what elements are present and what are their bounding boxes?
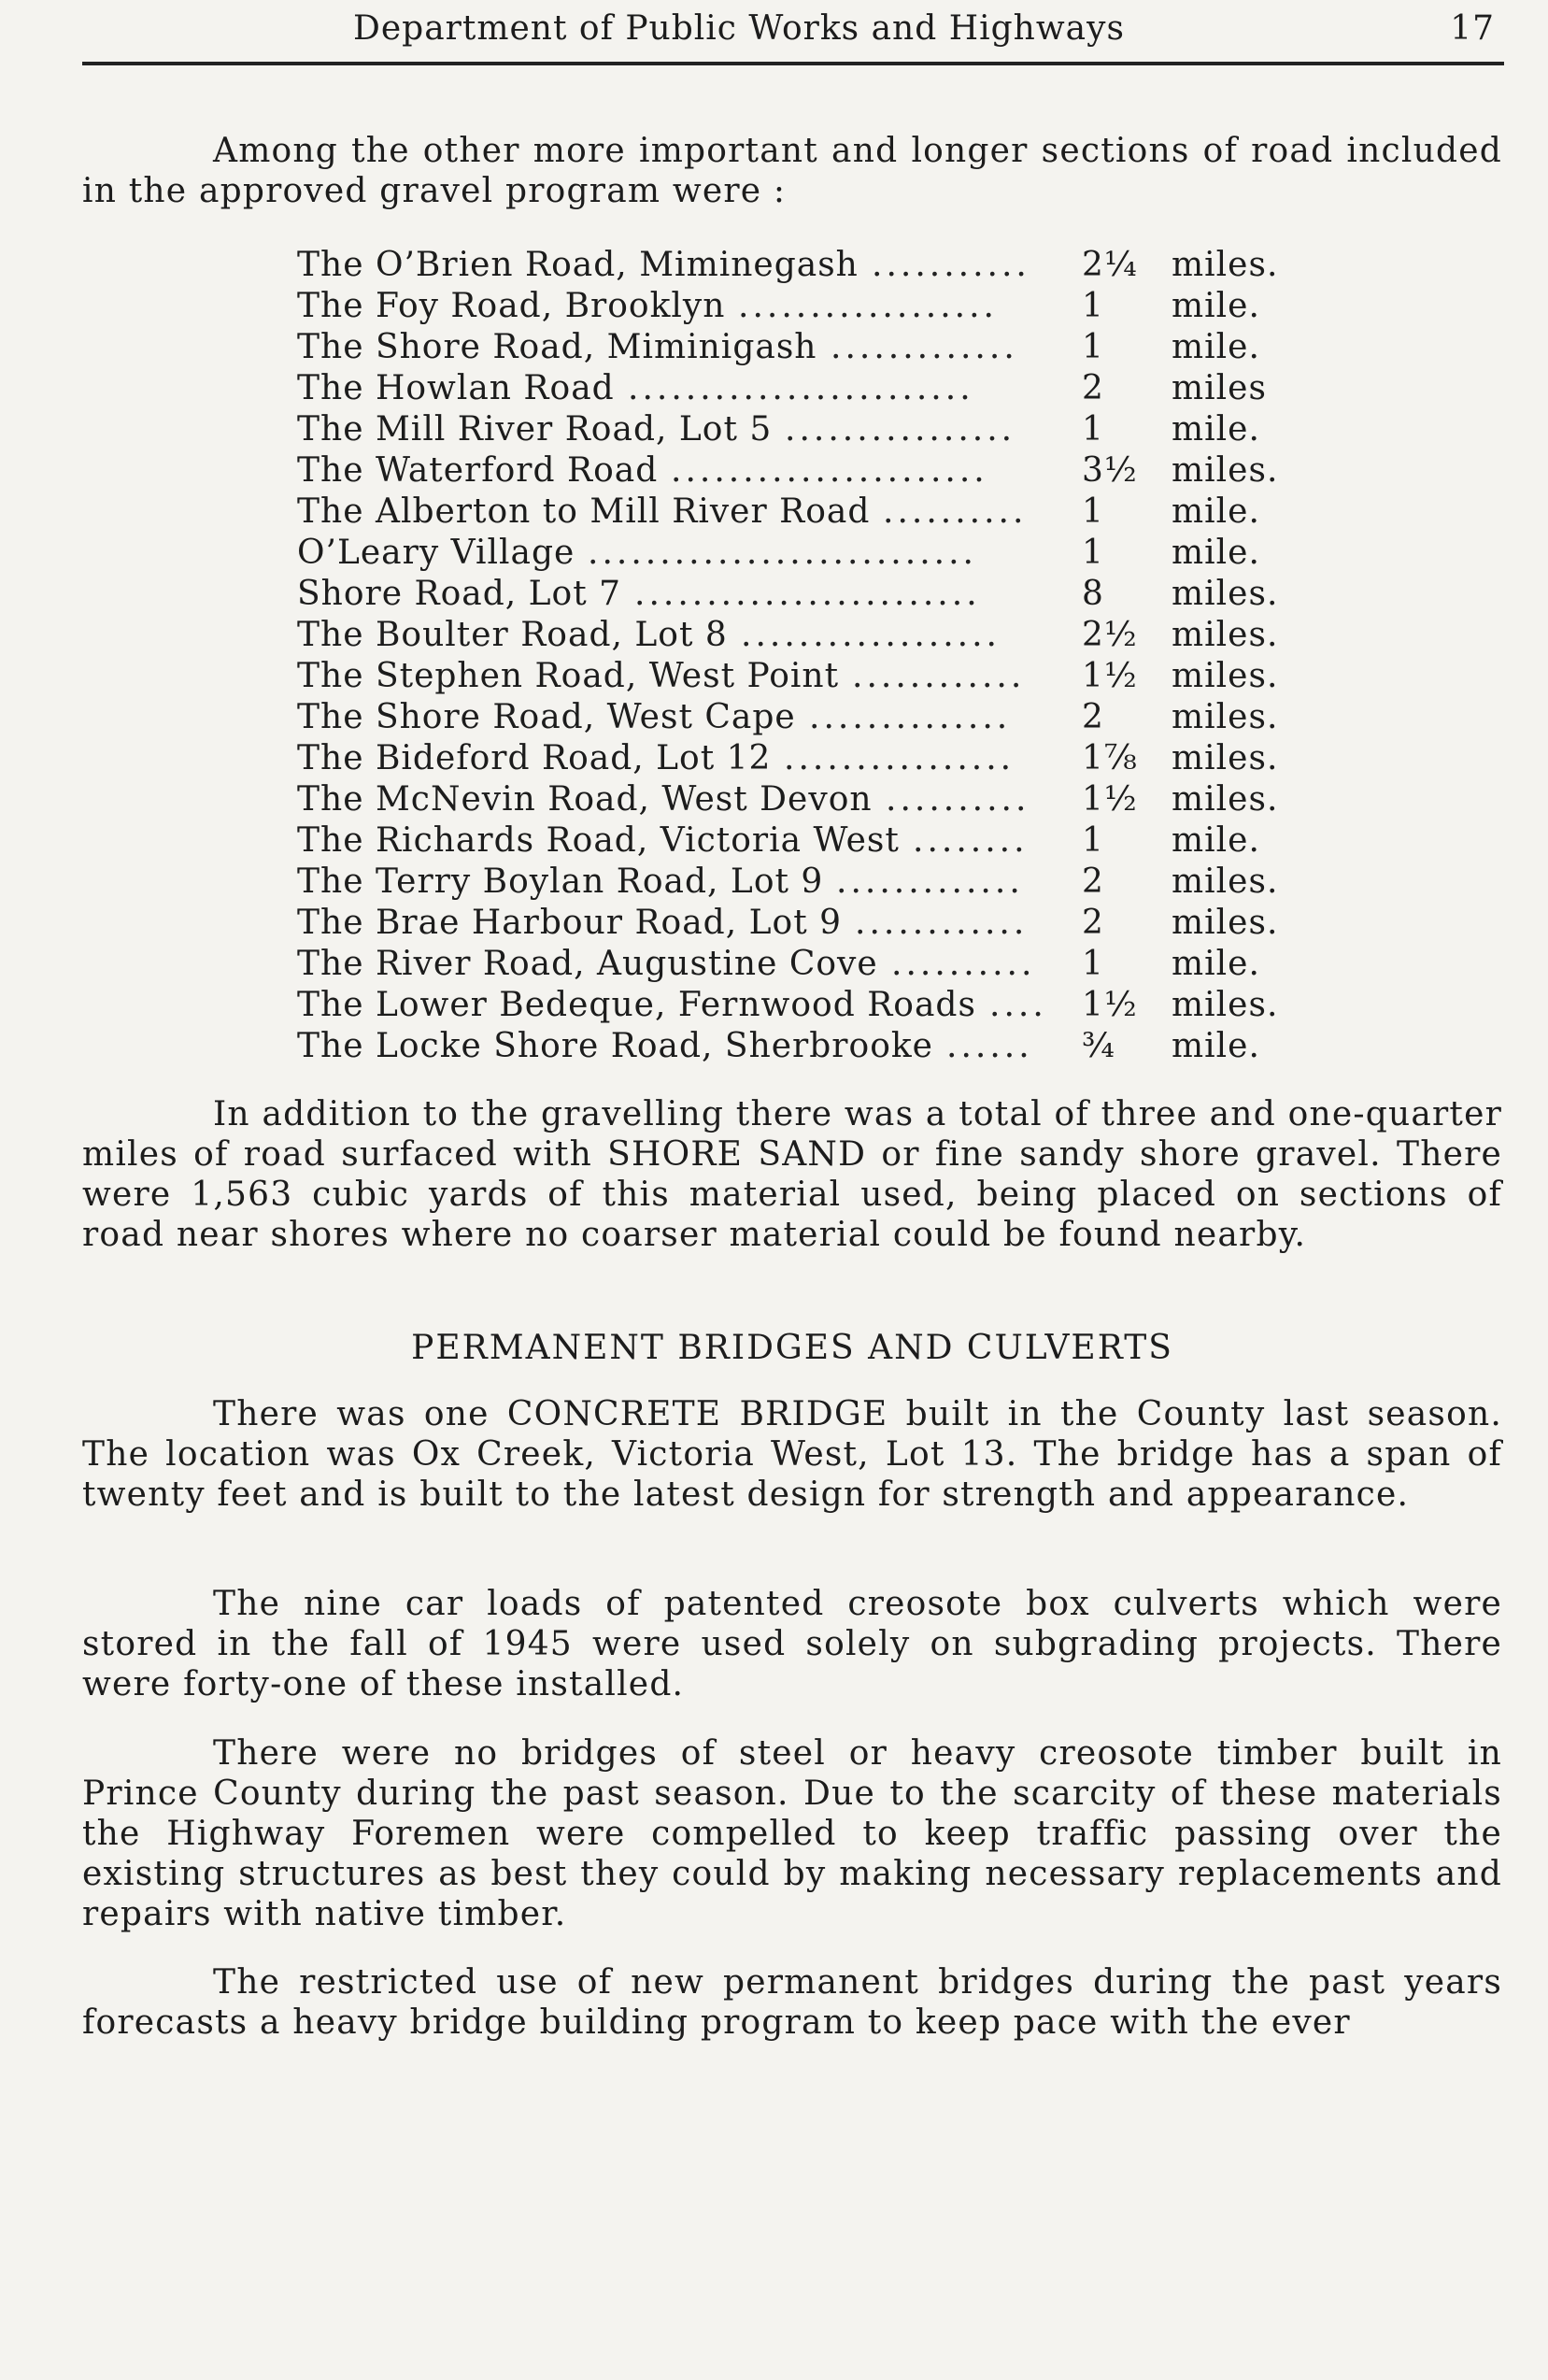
road-name: The Waterford Road [297, 451, 659, 490]
road-name: The River Road, Augustine Cove [297, 945, 878, 983]
concrete-bridge-text: There was one CONCRETE BRIDGE built in the County last season. The location was Ox Creek, Victoria West, Lot 13. The bridge has a span of twenty feet and is built to the latest design for strength and appearance. [82, 1395, 1502, 1514]
road-name: Shore Road, Lot 7 [297, 575, 622, 613]
road-name: The Shore Road, West Cape [297, 698, 796, 736]
road-length: 8 [1082, 575, 1104, 613]
road-length: 1 [1082, 492, 1104, 531]
road-length: 2 [1082, 904, 1104, 942]
restricted-use-text: The restricted use of new permanent bridges during the past years forecasts a heavy bridge building program to keep pace with the ever [82, 1963, 1502, 2042]
road-length: 2½ [1082, 616, 1138, 654]
leader-dots: ............ [852, 657, 1026, 695]
road-unit: mile. [1172, 821, 1260, 860]
road-unit: miles. [1172, 904, 1279, 942]
road-length: 2 [1082, 698, 1104, 736]
road-unit: mile. [1172, 1027, 1260, 1065]
road-unit: miles. [1172, 739, 1279, 777]
road-length: 1 [1082, 410, 1104, 449]
leader-dots: ...................... [671, 451, 988, 490]
road-name: The Stephen Road, West Point [297, 657, 840, 695]
road-row [297, 903, 1343, 944]
paragraph-culverts [82, 1584, 1502, 1704]
road-row [297, 574, 1343, 615]
road-length: ¾ [1082, 1027, 1115, 1065]
road-unit: miles. [1172, 780, 1279, 819]
road-row [297, 779, 1343, 820]
road-unit: mile. [1172, 328, 1260, 366]
leader-dots: ........................ [628, 369, 974, 407]
leader-dots: ........... [872, 246, 1030, 284]
road-name: The Mill River Road, Lot 5 [297, 410, 773, 449]
road-length: 1 [1082, 328, 1104, 366]
road-length: 1½ [1082, 780, 1138, 819]
steel-bridges-text: There were no bridges of steel or heavy creosote timber built in Prince County during the past season. Due to the scarcity of these materials the Highway Foremen were compelled to keep traffic passing over the existing structures as best they could by making necessary replacements and repairs with native timber. [82, 1734, 1502, 1933]
road-length: 1⅞ [1082, 739, 1138, 777]
road-name: The Foy Road, Brooklyn [297, 287, 726, 325]
road-row [297, 1026, 1343, 1067]
road-list [297, 245, 1343, 1067]
road-name: The Richards Road, Victoria West [297, 821, 900, 860]
road-name: The Howlan Road [297, 369, 615, 407]
road-row [297, 286, 1343, 327]
road-name: O’Leary Village [297, 534, 575, 572]
road-unit: miles [1172, 369, 1267, 407]
road-row [297, 327, 1343, 368]
road-length: 1 [1082, 287, 1104, 325]
road-length: 3½ [1082, 451, 1138, 490]
leader-dots: ............. [831, 328, 1018, 366]
paragraph-steel-bridges [82, 1733, 1502, 1934]
road-name: The Locke Shore Road, Sherbrooke [297, 1027, 933, 1065]
road-unit: mile. [1172, 410, 1260, 449]
road-name: The Alberton to Mill River Road [297, 492, 871, 531]
leader-dots: ........................ [634, 575, 981, 613]
road-row [297, 985, 1343, 1026]
road-length: 1 [1082, 821, 1104, 860]
header-rule [82, 62, 1504, 65]
road-name: The Terry Boylan Road, Lot 9 [297, 862, 824, 901]
section-heading: PERMANENT BRIDGES AND CULVERTS [411, 1329, 1173, 1367]
road-row [297, 862, 1343, 903]
shore-sand-text: In addition to the gravelling there was a total of three and one-quarter miles of road surfaced with SHORE SAND or fine sandy shore gravel. There were 1,563 cubic yards of this material used, being placed on sections of road near shores where no coarser material could be found nearby. [82, 1095, 1502, 1254]
road-row [297, 409, 1343, 450]
road-name: The Lower Bedeque, Fernwood Roads [297, 986, 976, 1024]
road-row [297, 656, 1343, 697]
road-unit: miles. [1172, 575, 1279, 613]
road-unit: miles. [1172, 451, 1279, 490]
leader-dots: .................. [741, 616, 1001, 654]
road-name: The Shore Road, Miminigash [297, 328, 817, 366]
page-number: 17 [1450, 9, 1495, 48]
leader-dots: ........................... [588, 534, 977, 572]
leader-dots: .......... [891, 945, 1036, 983]
leader-dots: ............ [855, 904, 1029, 942]
paragraph-shore-sand [82, 1094, 1502, 1255]
intro-text: Among the other more important and longer sections of road included in the approved gravel program were : [82, 132, 1502, 210]
header-title: Department of Public Works and Highways [353, 9, 1125, 48]
road-length: 1½ [1082, 986, 1138, 1024]
leader-dots: .... [989, 986, 1047, 1024]
paragraph-concrete-bridge [82, 1394, 1502, 1515]
road-name: The O’Brien Road, Miminegash [297, 246, 859, 284]
leader-dots: .......... [886, 780, 1030, 819]
road-row [297, 533, 1343, 574]
road-unit: mile. [1172, 534, 1260, 572]
leader-dots: .......... [883, 492, 1028, 531]
road-name: The Boulter Road, Lot 8 [297, 616, 728, 654]
road-unit: mile. [1172, 945, 1260, 983]
road-row [297, 944, 1343, 985]
paragraph-restricted-use [82, 1962, 1502, 2043]
road-unit: miles. [1172, 862, 1279, 901]
road-row [297, 245, 1343, 286]
road-unit: miles. [1172, 657, 1279, 695]
road-row [297, 615, 1343, 656]
road-name: The McNevin Road, West Devon [297, 780, 873, 819]
intro-paragraph [82, 131, 1502, 211]
leader-dots: .................. [738, 287, 998, 325]
leader-dots: .............. [809, 698, 1012, 736]
road-name: The Bideford Road, Lot 12 [297, 739, 772, 777]
road-length: 1 [1082, 945, 1104, 983]
road-row [297, 738, 1343, 779]
road-row [297, 697, 1343, 738]
road-length: 1 [1082, 534, 1104, 572]
road-row [297, 368, 1343, 409]
road-unit: miles. [1172, 698, 1279, 736]
leader-dots: ................ [785, 410, 1016, 449]
road-length: 1½ [1082, 657, 1138, 695]
culverts-text: The nine car loads of patented creosote box culverts which were stored in the fall of 1945 were used solely on subgrading projects. There were forty-one of these installed. [82, 1585, 1502, 1703]
running-header [82, 9, 1502, 62]
road-length: 2¼ [1082, 246, 1138, 284]
leader-dots: ................ [784, 739, 1015, 777]
road-unit: miles. [1172, 246, 1279, 284]
leader-dots: ........ [913, 821, 1029, 860]
road-length: 2 [1082, 862, 1104, 901]
road-unit: mile. [1172, 287, 1260, 325]
road-unit: miles. [1172, 616, 1279, 654]
road-row [297, 450, 1343, 492]
road-row [297, 820, 1343, 862]
road-name: The Brae Harbour Road, Lot 9 [297, 904, 843, 942]
leader-dots: ............. [836, 862, 1024, 901]
leader-dots: ...... [946, 1027, 1033, 1065]
road-row [297, 492, 1343, 533]
road-length: 2 [1082, 369, 1104, 407]
road-unit: mile. [1172, 492, 1260, 531]
road-unit: miles. [1172, 986, 1279, 1024]
